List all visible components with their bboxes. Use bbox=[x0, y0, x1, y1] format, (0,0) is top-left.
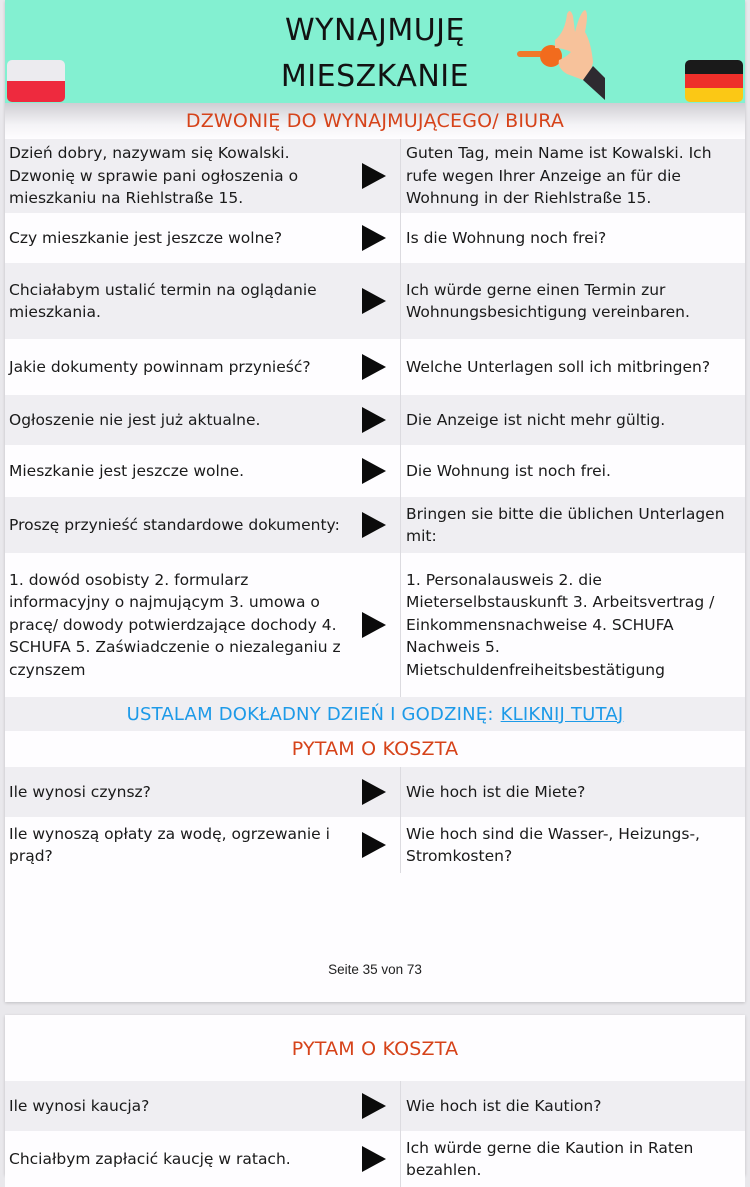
polish-phrase: Proszę przynieść standardowe dokumenty: bbox=[9, 515, 340, 534]
arrow-right-icon bbox=[362, 288, 386, 314]
german-phrase: Die Anzeige ist nicht mehr gültig. bbox=[400, 395, 745, 445]
hand-holding-key-icon bbox=[505, 2, 615, 102]
german-phrase: Die Wohnung ist noch frei. bbox=[400, 445, 745, 497]
phrase-row bbox=[5, 1081, 745, 1131]
schedule-text: USTALAM DOKŁADNY DZIEŃ I GODZINĘ: bbox=[126, 703, 494, 725]
polish-phrase: Chciałabym ustalić termin na oglądanie mieszkania. bbox=[9, 280, 317, 321]
schedule-appointment-row bbox=[5, 697, 745, 731]
polish-phrase: Jakie dokumenty powinnam przynieść? bbox=[9, 357, 311, 376]
german-phrase: Wie hoch ist die Kaution? bbox=[400, 1081, 745, 1131]
arrow-right-icon bbox=[362, 163, 386, 189]
german-phrase: Ich würde gerne einen Termin zur Wohnungsbesichtigung vereinbaren. bbox=[400, 263, 745, 339]
section-heading-costs-continued: PYTAM O KOSZTA bbox=[291, 1038, 459, 1060]
phrase-row bbox=[5, 767, 745, 817]
phrase-row bbox=[5, 395, 745, 445]
phrase-row bbox=[5, 817, 745, 873]
phrase-row bbox=[5, 263, 745, 339]
arrow-right-icon bbox=[362, 225, 386, 251]
arrow-right-icon bbox=[362, 458, 386, 484]
document-page-36 bbox=[5, 1015, 745, 1179]
german-phrase: Guten Tag, mein Name ist Kowalski. Ich rufe wegen Ihrer Anzeige an für die Wohnung in der Riehlstraße 15. bbox=[400, 139, 745, 213]
phrase-row bbox=[5, 339, 745, 395]
polish-phrase: Ile wynoszą opłaty za wodę, ogrzewanie i prąd? bbox=[9, 824, 330, 865]
document-page-35 bbox=[5, 0, 745, 1002]
german-flag-icon bbox=[685, 60, 743, 102]
phrase-row bbox=[5, 1131, 745, 1187]
arrow-right-icon bbox=[362, 512, 386, 538]
section-heading-calling: DZWONIĘ DO WYNAJMUJĄCEGO/ BIURA bbox=[5, 103, 745, 139]
page-number: Seite 35 von 73 bbox=[328, 962, 422, 977]
german-phrase: 1. Personalausweis 2. die Mieterselbstauskunft 3. Arbeitsvertrag / Einkommensnachweise 4. SCHUFA Nachweis 5. Mietschuldenfreiheitsbestätigung bbox=[400, 553, 745, 697]
title-line-1: WYNAJMUJĘ bbox=[285, 13, 465, 48]
arrow-right-icon bbox=[362, 354, 386, 380]
phrase-row bbox=[5, 139, 745, 213]
polish-phrase: Ile wynosi czynsz? bbox=[9, 782, 151, 801]
title-banner bbox=[5, 0, 745, 103]
polish-phrase: Ogłoszenie nie jest już aktualne. bbox=[9, 410, 261, 429]
german-phrase: Bringen sie bitte die üblichen Unterlagen mit: bbox=[400, 497, 745, 553]
title-line-2: MIESZKANIE bbox=[280, 59, 470, 94]
click-here-link[interactable]: KLIKNIJ TUTAJ bbox=[500, 703, 624, 725]
section-heading-costs: PYTAM O KOSZTA bbox=[291, 738, 459, 760]
arrow-right-icon bbox=[362, 1146, 386, 1172]
german-phrase: Wie hoch ist die Miete? bbox=[400, 767, 745, 817]
polish-phrase: Ile wynosi kaucja? bbox=[9, 1096, 150, 1115]
german-phrase: Welche Unterlagen soll ich mitbringen? bbox=[400, 339, 745, 395]
phrase-row bbox=[5, 213, 745, 263]
phrase-row bbox=[5, 497, 745, 553]
arrow-right-icon bbox=[362, 779, 386, 805]
polish-phrase: 1. dowód osobisty 2. formularz informacyjny o najmującym 3. umowa o pracę/ dowody potwierdzające dochody 4. SCHUFA 5. Zaświadczenie o niezaleganiu z czynszem bbox=[9, 570, 341, 679]
polish-phrase: Czy mieszkanie jest jeszcze wolne? bbox=[9, 228, 283, 247]
arrow-right-icon bbox=[362, 407, 386, 433]
polish-phrase: Chciałbym zapłacić kaucję w ratach. bbox=[9, 1149, 291, 1168]
polish-phrase: Dzień dobry, nazywam się Kowalski. Dzwonię w sprawie pani ogłoszenia o mieszkaniu na Riehlstraße 15. bbox=[9, 144, 299, 208]
arrow-right-icon bbox=[362, 832, 386, 858]
phrase-row bbox=[5, 553, 745, 697]
german-phrase: Ich würde gerne die Kaution in Raten bezahlen. bbox=[400, 1131, 745, 1187]
german-phrase: Wie hoch sind die Wasser-, Heizungs-, Stromkosten? bbox=[400, 817, 745, 873]
arrow-right-icon bbox=[362, 612, 386, 638]
arrow-right-icon bbox=[362, 1093, 386, 1119]
phrase-row bbox=[5, 445, 745, 497]
german-phrase: Is die Wohnung noch frei? bbox=[400, 213, 745, 263]
polish-phrase: Mieszkanie jest jeszcze wolne. bbox=[9, 461, 245, 480]
page-title bbox=[5, 8, 745, 100]
